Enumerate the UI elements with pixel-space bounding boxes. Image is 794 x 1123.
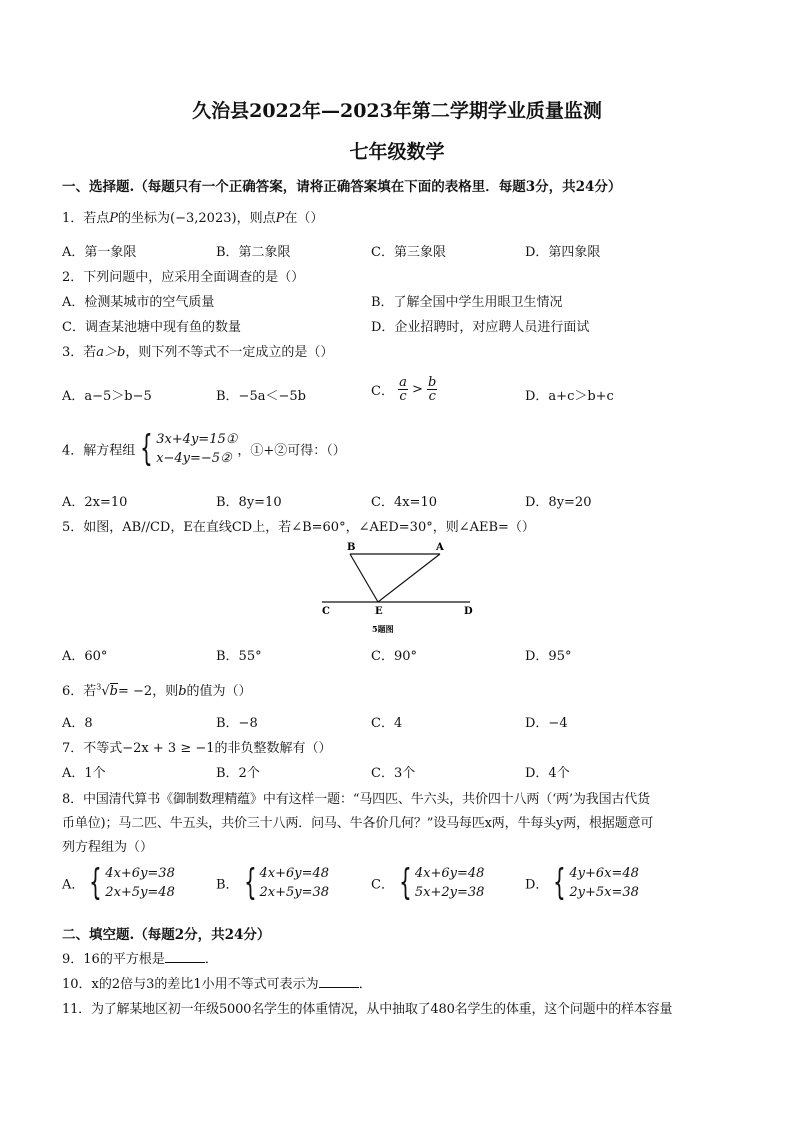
- label-e: E: [375, 606, 383, 617]
- option-1b: B．第二象限: [216, 245, 291, 260]
- question-1: [62, 207, 323, 226]
- option-8b: [216, 864, 329, 902]
- section-heading-fill: 二、填空题.（每题2分，共24分）: [62, 927, 271, 943]
- root-index: 3: [96, 682, 102, 692]
- question-6-text-a: 6．若: [62, 684, 97, 699]
- brace-icon: {: [140, 428, 154, 469]
- question-10-text-b: ．: [358, 977, 372, 992]
- question-3-text-a: 3．若: [62, 345, 97, 360]
- option-7b: B．2个: [216, 766, 260, 781]
- question-1-text-b: 的坐标为: [118, 211, 171, 226]
- option-3d: D．a+c＞b+c: [525, 389, 614, 404]
- option-7d: D．4个: [525, 766, 570, 781]
- equation-1: 4x+6y=38: [105, 866, 175, 881]
- option-5a: A．60°: [62, 649, 108, 664]
- option-7a: A．1个: [62, 766, 106, 781]
- option-system: [569, 864, 639, 902]
- option-3c-fraction-right: [427, 376, 437, 403]
- option-2d: D．企业招聘时，对应聘人员进行面试: [371, 320, 590, 335]
- equation-2: 2x+5y=48: [105, 885, 175, 900]
- option-system: [105, 864, 175, 902]
- option-7c: C．3个: [371, 766, 416, 781]
- fraction-denominator: c: [428, 389, 436, 404]
- option-3a: A．a−5＞b−5: [62, 389, 152, 404]
- question-3-text-b: ，则下列不等式不一定成立的是（）: [125, 345, 334, 360]
- option-label: D．: [525, 877, 549, 893]
- option-label: A．: [62, 877, 85, 893]
- question-6-text-c: 的值为（）: [186, 684, 252, 699]
- answer-blank[interactable]: [319, 975, 359, 988]
- question-1-text-c: ，则点: [236, 211, 276, 226]
- option-1c: C．第三象限: [371, 245, 446, 260]
- question-9-text-b: ．: [204, 952, 218, 967]
- option-3c-fraction-left: [398, 376, 408, 403]
- option-3b: B．−5a＜−5b: [216, 389, 306, 404]
- option-4d: D．8y=20: [525, 495, 592, 510]
- option-label: B．: [216, 877, 239, 893]
- question-8-line-1: 8．中国清代算书《御制数理精蕴》中有这样一题：“马四匹、牛六头，共价四十八两（‘两’为我国古代货: [62, 792, 650, 807]
- equation-1: 3x+4y=15①: [156, 432, 238, 447]
- segment-be: [350, 554, 378, 602]
- brace-icon: {: [89, 862, 103, 903]
- option-6d: D．−4: [525, 716, 568, 731]
- question-9: [62, 948, 218, 967]
- equation-1: 4x+6y=48: [414, 866, 485, 881]
- figure-caption: 5题图: [372, 624, 394, 634]
- question-11: 11．为了解某地区初一年级5000名学生的体重情况，从中抽取了480名学生的体重，这个问题中的样本容量: [62, 1002, 673, 1017]
- question-7: 7．不等式−2x + 3 ≥ −1的非负整数解有（）: [62, 741, 332, 756]
- option-3c: [371, 376, 437, 403]
- option-8c: [371, 864, 484, 902]
- question-8-line-3: 列方程组为（）: [62, 840, 154, 855]
- option-6b: B．−8: [216, 716, 258, 731]
- fraction-numerator: a: [399, 375, 407, 390]
- question-3: [62, 341, 333, 360]
- figure-5: [310, 538, 490, 638]
- option-5b: B．55°: [216, 649, 262, 664]
- option-2c: C．调查某池塘中现有鱼的数量: [62, 320, 241, 335]
- equation-1: 4y+6x=48: [569, 866, 639, 881]
- question-4: [62, 430, 346, 468]
- answer-blank[interactable]: [165, 950, 205, 963]
- fraction-denominator: c: [399, 389, 407, 404]
- question-1-text-a: 1．若点: [62, 211, 110, 226]
- question-2: 2．下列问题中，应采用全面调查的是（）: [62, 270, 305, 285]
- option-1d: D．第四象限: [525, 245, 601, 260]
- option-2a: A．检测某城市的空气质量: [62, 295, 215, 310]
- question-9-text-a: 9．16的平方根是: [62, 952, 165, 967]
- question-4-system: [156, 430, 237, 468]
- option-5d: D．95°: [525, 649, 572, 664]
- option-8d: [525, 864, 639, 902]
- page-title: 久治县2022年—2023年第二学期学业质量监测: [192, 100, 602, 122]
- option-2b: B．了解全国中学生用眼卫生情况: [371, 295, 563, 310]
- question-10-text-a: 10．x的2倍与3的差比1小用不等式可表示为: [62, 977, 319, 992]
- question-5: 5．如图，AB//CD，E在直线CD上，若∠B=60°，∠AED=30°，则∠AEB=（）: [62, 520, 535, 535]
- option-system: [259, 864, 329, 902]
- brace-icon: {: [399, 862, 412, 903]
- equation-2: x−4y=−5②: [156, 451, 232, 466]
- option-1a: A．第一象限: [62, 245, 137, 260]
- option-6c: C．4: [371, 716, 403, 731]
- option-4a: A．2x=10: [62, 495, 128, 510]
- segment-ae: [378, 554, 440, 602]
- question-1-coord: (−3,2023): [170, 211, 237, 226]
- question-10: [62, 973, 372, 992]
- fraction-numerator: b: [428, 375, 437, 390]
- option-3c-operator: >: [412, 382, 423, 397]
- equation-2: 5x+2y=38: [414, 885, 485, 900]
- option-system: [415, 864, 485, 902]
- label-c: C: [322, 606, 330, 617]
- equation-2: 2y+5x=38: [569, 885, 639, 900]
- question-1-var-p2: P: [275, 211, 285, 226]
- option-3c-label: C．: [371, 384, 394, 399]
- section-heading-choice: 一、选择题.（每题只有一个正确答案，请将正确答案填在下面的表格里．每题3分，共24分）: [62, 179, 622, 195]
- radical-icon: √: [101, 684, 110, 699]
- question-1-text-d: 在（）: [284, 211, 324, 226]
- option-8a: [62, 864, 175, 902]
- question-6-var: b: [178, 684, 187, 699]
- equation-2: 2x+5y=38: [259, 885, 330, 900]
- label-a: A: [436, 542, 444, 553]
- option-6a: A．8: [62, 716, 93, 731]
- page-subtitle: 七年级数学: [349, 141, 445, 163]
- label-d: D: [464, 606, 473, 617]
- question-6-text-b: = −2，则: [118, 684, 179, 699]
- question-1-var-p: P: [109, 211, 119, 226]
- option-4c: C．4x=10: [371, 495, 437, 510]
- option-5c: C．90°: [371, 649, 417, 664]
- brace-icon: {: [553, 862, 567, 903]
- question-6: [62, 680, 252, 699]
- question-4-text-b: ，①+②可得：（）: [237, 443, 346, 459]
- option-label: C．: [371, 877, 394, 893]
- question-3-condition: a＞b: [96, 345, 126, 360]
- label-b: B: [347, 542, 356, 553]
- equation-1: 4x+6y=48: [259, 866, 330, 881]
- option-4b: B．8y=10: [216, 495, 282, 510]
- root-argument: b: [109, 684, 118, 699]
- question-8-line-2: 币单位)；马二匹、牛五头，共价三十八两．问马、牛各价几何？”设马每匹x两，牛每头y两，根据题意可: [62, 816, 654, 831]
- question-4-text-a: 4．解方程组: [62, 443, 136, 459]
- brace-icon: {: [243, 862, 257, 903]
